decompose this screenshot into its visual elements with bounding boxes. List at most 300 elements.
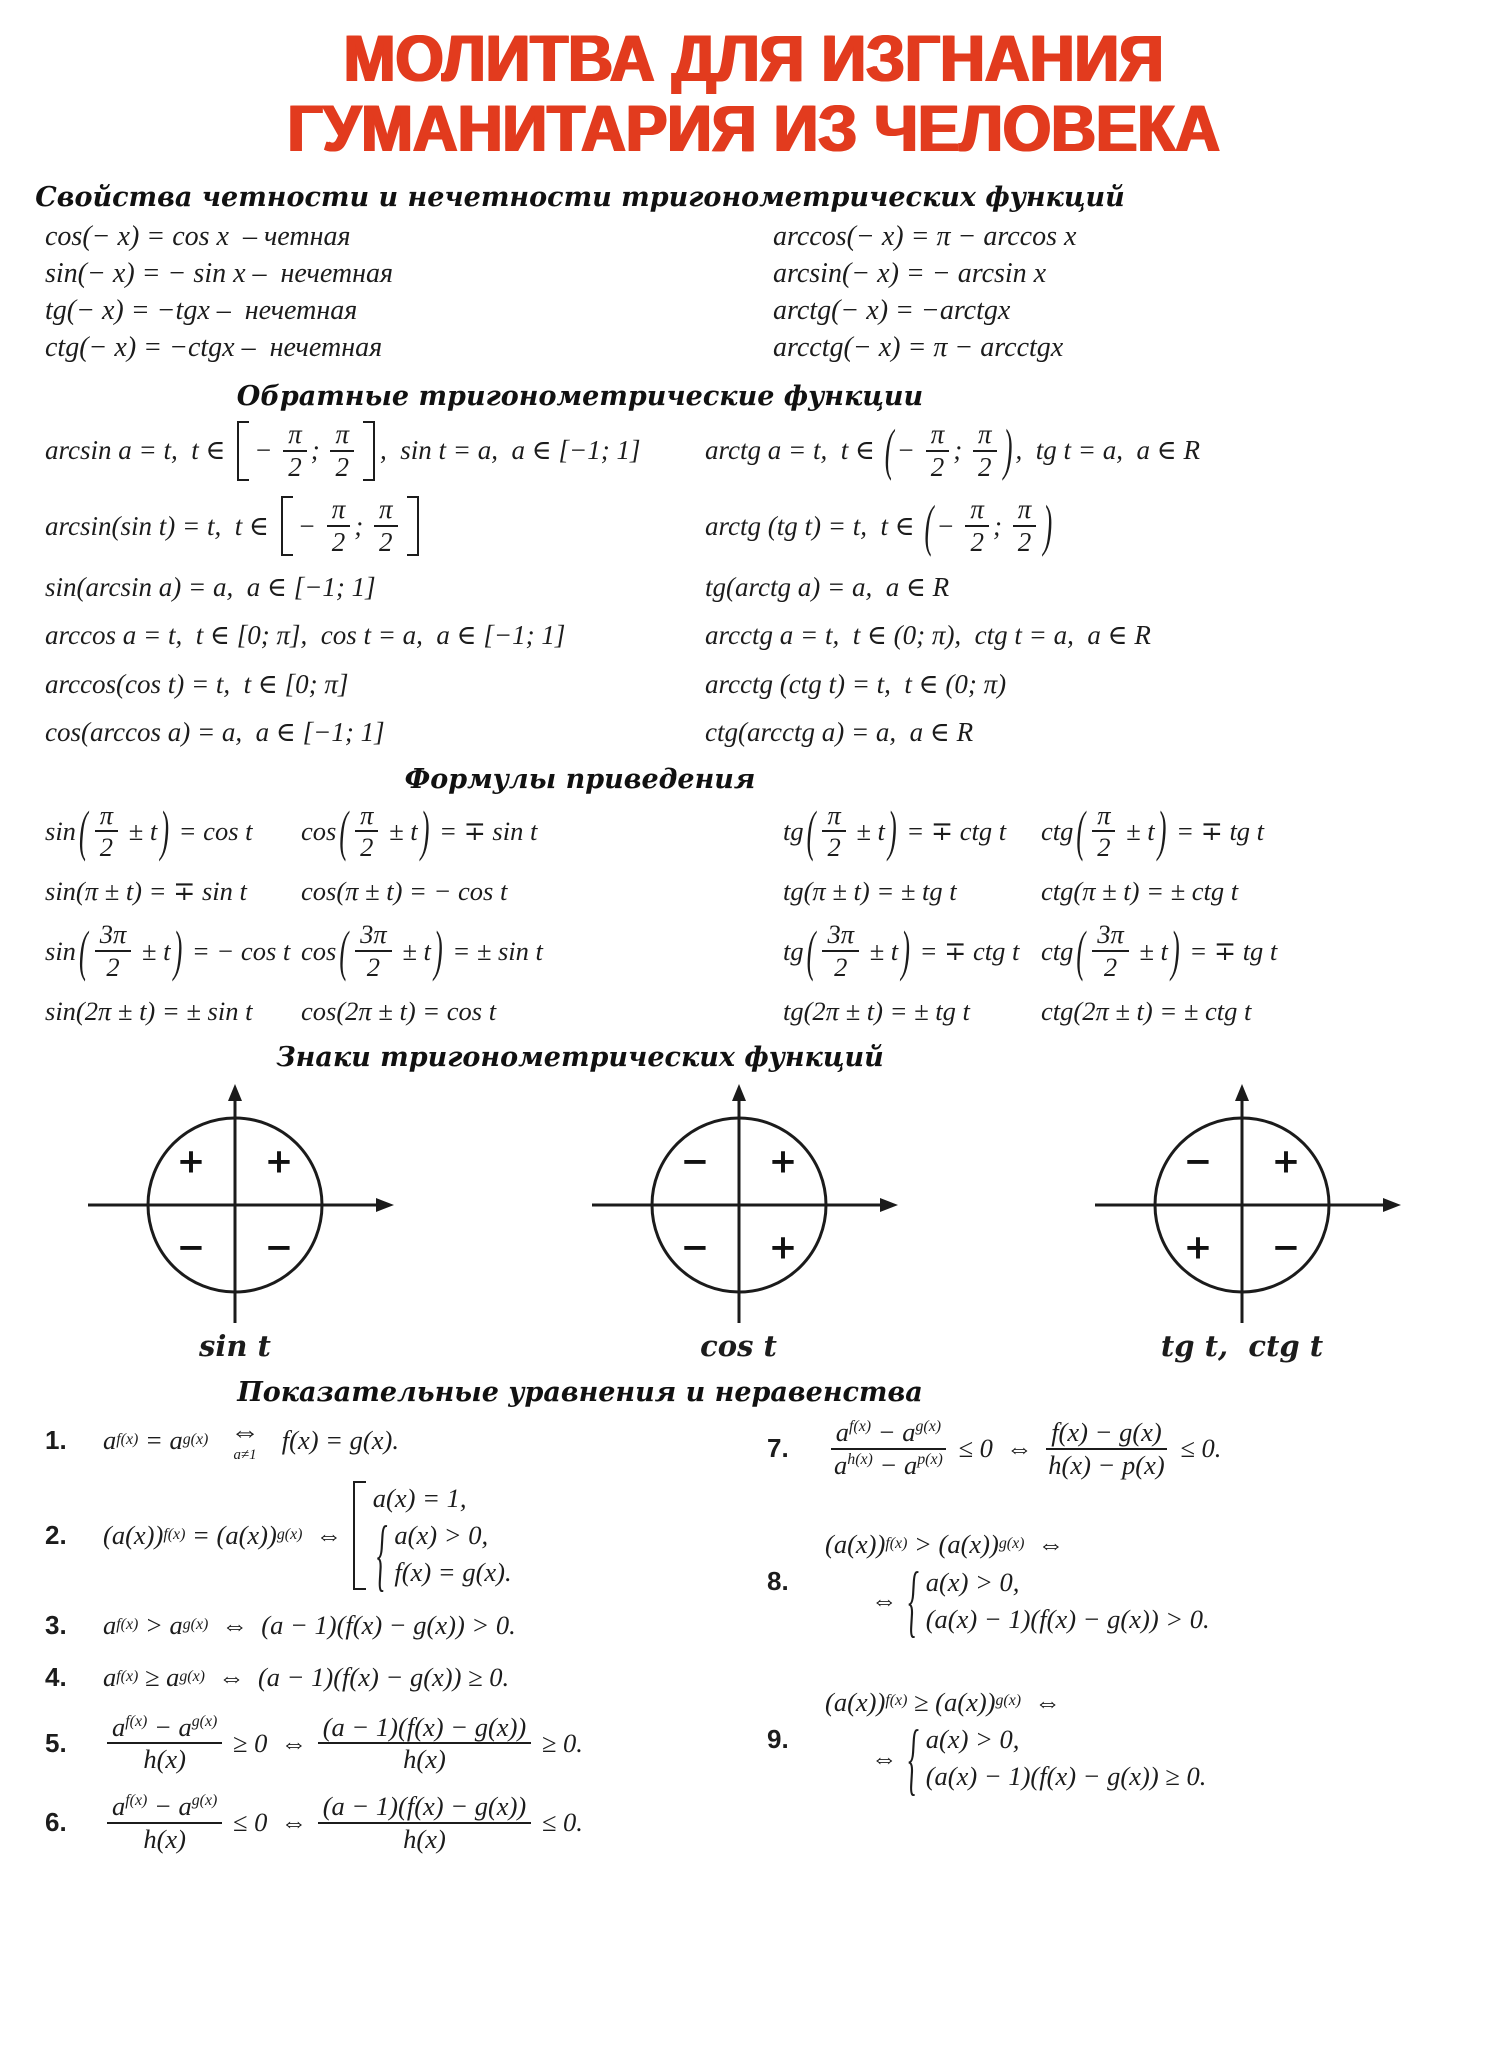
fraction-denominator [355, 832, 378, 862]
reduction-formula [45, 920, 301, 981]
math-text: cos(π ± t) = − cos t [301, 875, 508, 906]
math-text: ctg(− x) = −ctgx – нечетная [45, 331, 383, 363]
math-text: (a(x)) [825, 1686, 886, 1717]
big-paren: ( [884, 418, 894, 482]
superscript [917, 1451, 943, 1468]
case-line [373, 1507, 516, 1599]
math-text: f(x) [885, 1692, 908, 1710]
math-text: 2 [335, 451, 349, 482]
math-text: g(x) [191, 1792, 218, 1810]
math-text: 2 [977, 451, 992, 482]
superscript [849, 1418, 871, 1435]
math-text: a [103, 1425, 117, 1456]
item-formula-rows [103, 1608, 516, 1642]
case-line [394, 1518, 511, 1552]
math-text: a(x) > 0, [394, 1520, 489, 1550]
fraction-denominator [398, 1744, 451, 1774]
math-text: g(x) [182, 1430, 209, 1448]
math-text: ctg [1041, 816, 1074, 847]
reduction-formula [783, 801, 1041, 862]
fraction-numerator [973, 420, 997, 452]
big-paren: ) [1157, 799, 1167, 863]
exp-item-1 [45, 1418, 767, 1463]
quadrant-sign: + [1271, 1141, 1301, 1182]
math-text [208, 1423, 221, 1457]
y-axis-arrow [1235, 1084, 1249, 1101]
math-text: arccos a = t, t ∈ [0; π], cos t = a, a ∈ [−1; 1] [45, 620, 566, 651]
math-text: ; [953, 435, 969, 466]
reduction-heading: Формулы приведения [404, 763, 756, 795]
fraction-denominator [138, 1744, 191, 1774]
superscript [995, 1691, 1021, 1712]
math-text: tg(π ± t) = ± tg t [783, 875, 957, 906]
sign-circle-diagram [70, 1081, 400, 1329]
fraction [283, 420, 307, 482]
math-text: ⇔ (a − 1)(f(x) − g(x)) > 0. [208, 1609, 516, 1640]
fraction-denominator [229, 1447, 262, 1463]
superscript [125, 1713, 147, 1730]
x-axis-arrow [1383, 1198, 1401, 1212]
math-text: 2 [1017, 527, 1032, 558]
math-text: f(x) [125, 1792, 148, 1810]
big-paren: ) [1043, 493, 1053, 557]
math-text: ≥ a [138, 1662, 180, 1693]
math-text: arcsin(sin t) = t, t ∈ [45, 510, 276, 541]
math-text: tg(2π ± t) = ± tg t [783, 995, 970, 1026]
formula [45, 570, 705, 605]
big-paren: ( [1076, 799, 1086, 863]
superscript [915, 1418, 941, 1435]
parity-left [45, 219, 773, 367]
fraction-denominator [1092, 832, 1115, 862]
exponential-columns [0, 1418, 1507, 1853]
math-text: 3π [99, 919, 127, 950]
reduction-formula [783, 920, 1041, 981]
fraction [318, 1713, 532, 1774]
math-text: (a(x) − 1)(f(x) − g(x)) > 0. [925, 1604, 1210, 1635]
fraction-numerator [283, 420, 307, 452]
fraction [107, 1792, 222, 1853]
math-text: ± t [122, 816, 158, 847]
math-text: f(x) [125, 1712, 148, 1730]
superscript [116, 1430, 138, 1451]
system-brace-group [376, 1507, 512, 1599]
math-text: (a(x)) [103, 1520, 164, 1550]
section-exponential [0, 1377, 1507, 1853]
reduction-formula [45, 874, 301, 908]
math-text: > (a(x)) [907, 1529, 999, 1560]
big-paren: ) [1170, 919, 1180, 983]
fraction-numerator [327, 495, 351, 527]
math-text: 3π [827, 919, 854, 950]
union-bracket-group [353, 1481, 516, 1599]
math-text: arccos(− x) = π − arccos x [773, 220, 1077, 252]
sign-circle-0 [70, 1081, 400, 1363]
big-square-bracket [407, 496, 419, 556]
fraction [973, 420, 997, 482]
math-text: ⇔ [871, 1585, 905, 1616]
math-text: 3π [1097, 919, 1124, 950]
math-text: sin [45, 935, 76, 966]
formula [705, 618, 1507, 653]
fraction-numerator [1092, 920, 1129, 952]
math-text: ⇔ (a − 1)(f(x) − g(x)) ≥ 0. [204, 1662, 510, 1693]
quadrant-sign: + [1183, 1227, 1213, 1268]
math-text: ⇔ [871, 1742, 905, 1773]
math-text: π [970, 494, 984, 525]
inverse-columns [0, 420, 1507, 750]
quadrant-sign: − [264, 1227, 294, 1268]
big-paren: ( [78, 799, 88, 863]
math-text: arccos(cos t) = t, t ∈ [0; π] [45, 668, 349, 699]
fraction-denominator [965, 527, 989, 557]
exp-item-9 [767, 1685, 1507, 1803]
circle-label: cos t [700, 1329, 777, 1364]
big-paren: ) [160, 799, 170, 863]
exponential-right [767, 1417, 1507, 1803]
fraction-denominator [327, 527, 351, 557]
math-text: 2 [1103, 951, 1118, 982]
reduction-formula [1041, 874, 1507, 908]
math-text: h(x) [143, 1823, 186, 1854]
fraction-denominator [1043, 1450, 1169, 1480]
formula [103, 1713, 583, 1774]
fraction [926, 420, 950, 482]
exp-item-3 [45, 1608, 767, 1642]
math-text: , tg t = a, a ∈ R [1015, 435, 1200, 466]
math-text: g(x) [998, 1535, 1025, 1553]
case-lines [394, 1518, 511, 1590]
y-axis-arrow [732, 1084, 746, 1101]
fraction-numerator [1046, 1418, 1167, 1450]
math-text: 2 [970, 527, 984, 558]
big-square-bracket [363, 421, 375, 481]
math-text: f(x) = g(x). [394, 1557, 512, 1588]
fraction-numerator [95, 801, 118, 833]
reduction-formula [1041, 920, 1507, 981]
formula [45, 293, 773, 330]
math-text: h(x) − p(x) [1048, 1449, 1165, 1480]
quadrant-sign: + [768, 1227, 797, 1268]
fraction-denominator [101, 952, 124, 982]
fraction-numerator [318, 1792, 532, 1824]
big-curly-brace: { [908, 1711, 919, 1803]
item-number: 1. [45, 1424, 67, 1455]
fraction-numerator [107, 1792, 222, 1824]
fraction-numerator [318, 1713, 532, 1745]
formula [45, 256, 773, 293]
math-text: 2 [331, 527, 346, 558]
math-text: g(x) [179, 1668, 205, 1686]
math-text: h(x) [847, 1450, 873, 1468]
fraction [1043, 1418, 1169, 1479]
system-brace-group [908, 1554, 1210, 1646]
math-text: π [827, 799, 841, 830]
exp-item-2 [45, 1481, 767, 1599]
math-text: a [112, 1790, 126, 1821]
quadrant-sign: − [1271, 1227, 1301, 1268]
case-line [926, 1722, 1207, 1756]
quadrant-sign: − [680, 1141, 709, 1182]
quadrant-sign: + [264, 1141, 294, 1182]
formula [103, 1608, 516, 1642]
superscript [192, 1792, 218, 1809]
fraction-denominator [398, 1824, 451, 1854]
math-text: − a [871, 1417, 916, 1448]
quadrant-sign: − [680, 1227, 709, 1268]
exp-item-7 [767, 1418, 1507, 1479]
signs-heading: Знаки тригонометрических функций [276, 1042, 884, 1074]
fraction-denominator [138, 1824, 191, 1854]
math-text: (a − 1)(f(x) − g(x)) [322, 1790, 527, 1821]
fraction-denominator [973, 452, 997, 482]
math-text: ± t [862, 935, 899, 966]
math-text: 2 [360, 832, 374, 863]
math-text: = − cos t [185, 935, 291, 966]
item-number: 2. [45, 1519, 67, 1550]
math-text: sin(2π ± t) = ± sin t [45, 995, 253, 1026]
section-inverse [0, 381, 1507, 750]
superscript [116, 1615, 138, 1636]
math-text: p(x) [917, 1450, 943, 1468]
case-line [926, 1565, 1210, 1599]
fraction-denominator [1013, 527, 1037, 557]
superscript [116, 1667, 138, 1688]
math-text: − [297, 510, 323, 541]
math-text: ± t [1119, 816, 1155, 847]
math-text: (a(x)) [825, 1529, 886, 1560]
fraction-numerator [822, 801, 845, 833]
math-text: − a [147, 1711, 192, 1742]
math-text: a [103, 1662, 117, 1693]
fraction-denominator [829, 952, 852, 982]
math-text: cos(− x) = cos x – четная [45, 220, 351, 252]
formula [45, 420, 705, 482]
math-text: cos [301, 816, 337, 847]
item-formula-rows [825, 1685, 1210, 1803]
formula [45, 330, 773, 367]
big-square-bracket [353, 1481, 366, 1590]
math-text: ± t [395, 935, 431, 966]
math-text: ; [354, 510, 370, 541]
math-text: 2 [930, 451, 945, 482]
item-formula-rows [103, 1713, 583, 1774]
math-text: 2 [106, 951, 120, 982]
exp-item-5 [45, 1713, 767, 1774]
math-text: cos(arccos a) = a, a ∈ [−1; 1] [45, 716, 385, 747]
big-square-bracket [281, 496, 293, 556]
math-text: ctg [1041, 935, 1074, 966]
formula [45, 618, 705, 653]
formula [45, 495, 705, 557]
exp-item-8 [767, 1527, 1507, 1646]
item-formula-rows [825, 1418, 1221, 1479]
sign-circle-2 [1077, 1081, 1407, 1363]
math-text: f(x) [849, 1418, 872, 1436]
big-paren: ( [339, 799, 349, 863]
fraction-denominator [926, 452, 950, 482]
math-text: ≥ 0. [535, 1728, 583, 1759]
math-text: π [930, 418, 945, 449]
math-text: h(x) [403, 1744, 446, 1775]
fraction [330, 420, 354, 482]
item-formula-rows [103, 1481, 520, 1599]
math-text: > a [138, 1609, 183, 1640]
sign-circle-1 [574, 1081, 904, 1363]
fraction-numerator [330, 420, 354, 452]
superscript [163, 1525, 185, 1546]
formula [825, 1527, 1214, 1561]
superscript [999, 1534, 1025, 1555]
inverse-left [45, 420, 705, 750]
formula [825, 1418, 1221, 1479]
case-line [926, 1759, 1207, 1793]
superscript [885, 1534, 907, 1555]
math-text: ⇔ [230, 1416, 260, 1449]
math-text: 2 [99, 832, 114, 863]
system-brace-group [908, 1711, 1207, 1803]
math-text: g(x) [182, 1615, 209, 1633]
math-text: a [835, 1417, 850, 1448]
math-text: arctg a = t, t ∈ [705, 435, 882, 466]
reduction-formula [1041, 801, 1507, 862]
case-lines [926, 1565, 1210, 1637]
fraction [822, 801, 845, 862]
big-paren: ) [901, 919, 910, 983]
item-formula-rows [103, 1660, 509, 1694]
formula [705, 495, 1507, 557]
exp-item-4 [45, 1660, 767, 1694]
reduction-formula [301, 874, 783, 908]
math-text: cos [301, 935, 337, 966]
math-text: ≤ 0. [535, 1807, 583, 1838]
circle-label: sin t [199, 1329, 271, 1364]
math-text: = ∓ tg t [1182, 935, 1278, 966]
formula [103, 1660, 509, 1694]
parity-right [773, 219, 1507, 367]
math-text: g(x) [191, 1712, 218, 1730]
big-paren: ( [1076, 919, 1086, 983]
formula [45, 715, 705, 750]
y-axis-arrow [228, 1084, 242, 1101]
math-text: = ∓ ctg t [899, 816, 1007, 847]
math-text: − a [872, 1449, 918, 1480]
formula [871, 1711, 1210, 1803]
item-number: 4. [45, 1662, 67, 1693]
math-text: a [834, 1449, 848, 1480]
math-text: tg(arctg a) = a, a ∈ R [705, 572, 950, 603]
formula [103, 1792, 583, 1853]
reduction-formula [45, 801, 301, 862]
quadrant-sign: + [768, 1141, 797, 1182]
math-text: sin(π ± t) = ∓ sin t [45, 875, 247, 906]
section-parity [0, 182, 1507, 367]
case-lines [926, 1722, 1207, 1794]
formula [825, 1685, 1210, 1719]
parity-heading: Свойства четности и нечетности тригонометрических функций [35, 181, 1125, 213]
superscript [192, 1713, 218, 1730]
formula [773, 330, 1507, 367]
math-text: g(x) [995, 1692, 1022, 1710]
math-text: ≥ (a(x)) [907, 1686, 996, 1717]
superscript [847, 1451, 873, 1468]
fraction-denominator [822, 832, 845, 862]
sign-circle-diagram [1077, 1081, 1407, 1329]
quadrant-sign: − [176, 1227, 206, 1268]
math-text: f(x) [163, 1525, 186, 1543]
fraction-numerator [374, 495, 398, 527]
math-text: sin(− x) = − sin x – нечетная [45, 257, 394, 289]
math-text: ctg(2π ± t) = ± ctg t [1041, 995, 1252, 1026]
section-reduction [0, 764, 1507, 1028]
math-text: ctg(π ± t) = ± ctg t [1041, 875, 1239, 906]
math-text: arcsin(− x) = − arcsin x [773, 257, 1047, 289]
formula [45, 219, 773, 256]
x-axis-arrow [376, 1198, 394, 1212]
formula [705, 667, 1507, 702]
big-paren: ) [887, 799, 897, 863]
math-text: f(x) [116, 1615, 139, 1633]
math-text: ± t [849, 816, 885, 847]
math-text: ⇔ [1021, 1686, 1061, 1717]
math-text: π [288, 418, 302, 449]
fraction-numerator [1013, 495, 1037, 527]
sign-circle-diagram [574, 1081, 904, 1329]
math-text: arcctg (ctg t) = t, t ∈ (0; π) [705, 668, 1007, 699]
math-text: , sin t = a, a ∈ [−1; 1] [380, 435, 641, 466]
math-text: = (a(x)) [185, 1520, 277, 1550]
fraction [107, 1713, 222, 1774]
math-text: arctg (tg t) = t, t ∈ [705, 510, 922, 541]
parity-columns [0, 219, 1507, 367]
math-text: arcctg(− x) = π − arcctgx [773, 331, 1064, 363]
math-text: ± t [135, 935, 171, 966]
math-text: h(x) [403, 1823, 446, 1854]
fraction-denominator [374, 527, 398, 557]
fraction [327, 495, 351, 557]
math-text: − [896, 435, 922, 466]
math-text: ± t [382, 816, 418, 847]
math-text: arcsin a = t, t ∈ [45, 435, 233, 466]
fraction-numerator [965, 495, 989, 527]
math-text: f(x) [885, 1535, 908, 1553]
math-text: arcctg a = t, t ∈ (0; π), ctg t = a, a ∈ R [705, 620, 1151, 651]
formula [773, 219, 1507, 256]
item-number: 5. [45, 1727, 67, 1758]
formula [773, 256, 1507, 293]
big-square-bracket [237, 421, 249, 481]
math-text: sin(arcsin a) = a, a ∈ [−1; 1] [45, 572, 376, 603]
fraction [965, 495, 989, 557]
item-number: 9. [767, 1723, 789, 1754]
exponential-left [45, 1418, 767, 1853]
big-curly-brace: { [908, 1554, 919, 1646]
math-text: 3π [360, 919, 387, 950]
math-text: f(x) = g(x). [268, 1425, 399, 1456]
item-formula-rows [103, 1792, 583, 1853]
big-paren: ( [78, 919, 88, 983]
math-text: f(x) [116, 1430, 139, 1448]
fraction-denominator [283, 452, 307, 482]
exponential-heading: Показательные уравнения и неравенства [237, 1377, 923, 1409]
case-line [373, 1481, 516, 1515]
big-paren: ) [1003, 418, 1013, 482]
math-text: a [103, 1609, 117, 1640]
fraction [374, 495, 398, 557]
superscript [183, 1615, 209, 1636]
reduction-formula [45, 994, 301, 1028]
math-text: 2 [827, 832, 841, 863]
